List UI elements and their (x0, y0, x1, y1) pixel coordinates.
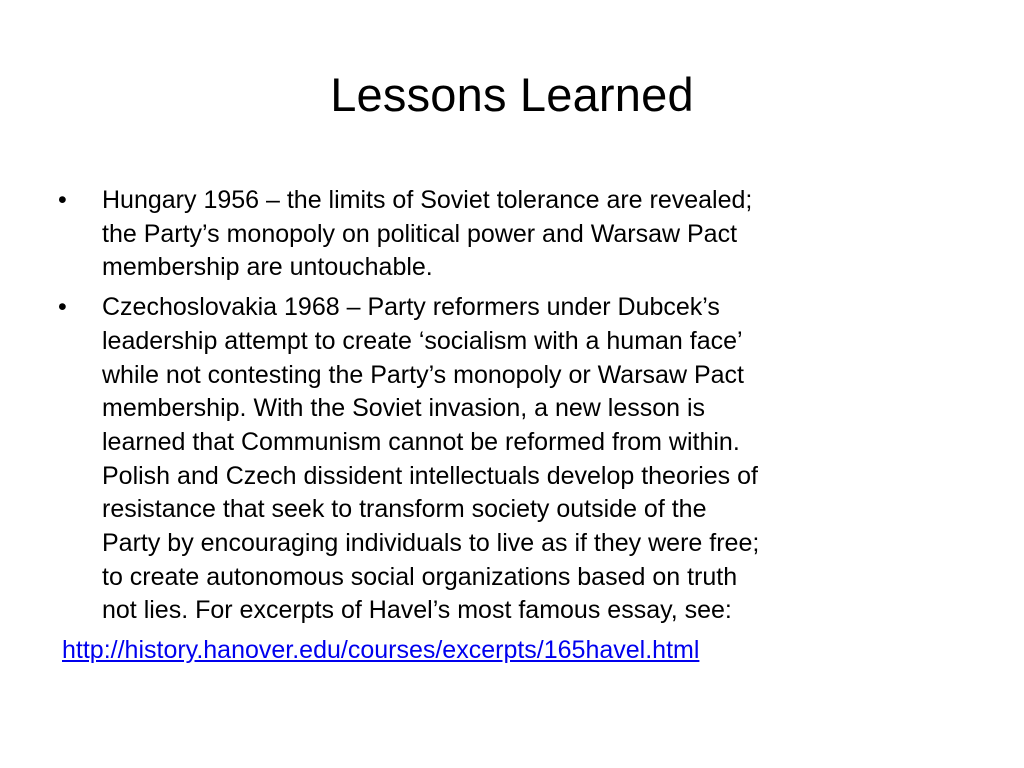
havel-essay-link[interactable]: http://history.hanover.edu/courses/excerpts/165havel.html (62, 636, 700, 665)
slide-content (56, 184, 986, 668)
bullet-icon: • (58, 293, 67, 322)
bullet-item-hungary (56, 184, 986, 285)
bullet-list (56, 184, 986, 628)
link-line (56, 634, 986, 668)
bullet-text: Hungary 1956 – the limits of Soviet tolerance are revealed; the Party’s monopoly on political power and Warsaw Pact membership are untouchable. (102, 186, 753, 282)
bullet-icon: • (58, 186, 67, 214)
bullet-item-czechoslovakia (56, 291, 986, 628)
slide-title: Lessons Learned (330, 68, 694, 121)
bullet-text: Czechoslovakia 1968 – Party reformers under Dubcek’s leadership attempt to create ‘socialism with a human face’ while not contesting the Party’s monopoly or Warsaw Pact membership. With the Soviet invasion, a new lesson is learned that Communism cannot be reformed from within. Polish and Czech dissident intellectuals develop theories of resistance that seek to transform society outside of the Party by encouraging individuals to live as if they were free; to create autonomous social organizations based on truth not lies. For excerpts of Havel’s most famous essay, see: (102, 293, 760, 625)
